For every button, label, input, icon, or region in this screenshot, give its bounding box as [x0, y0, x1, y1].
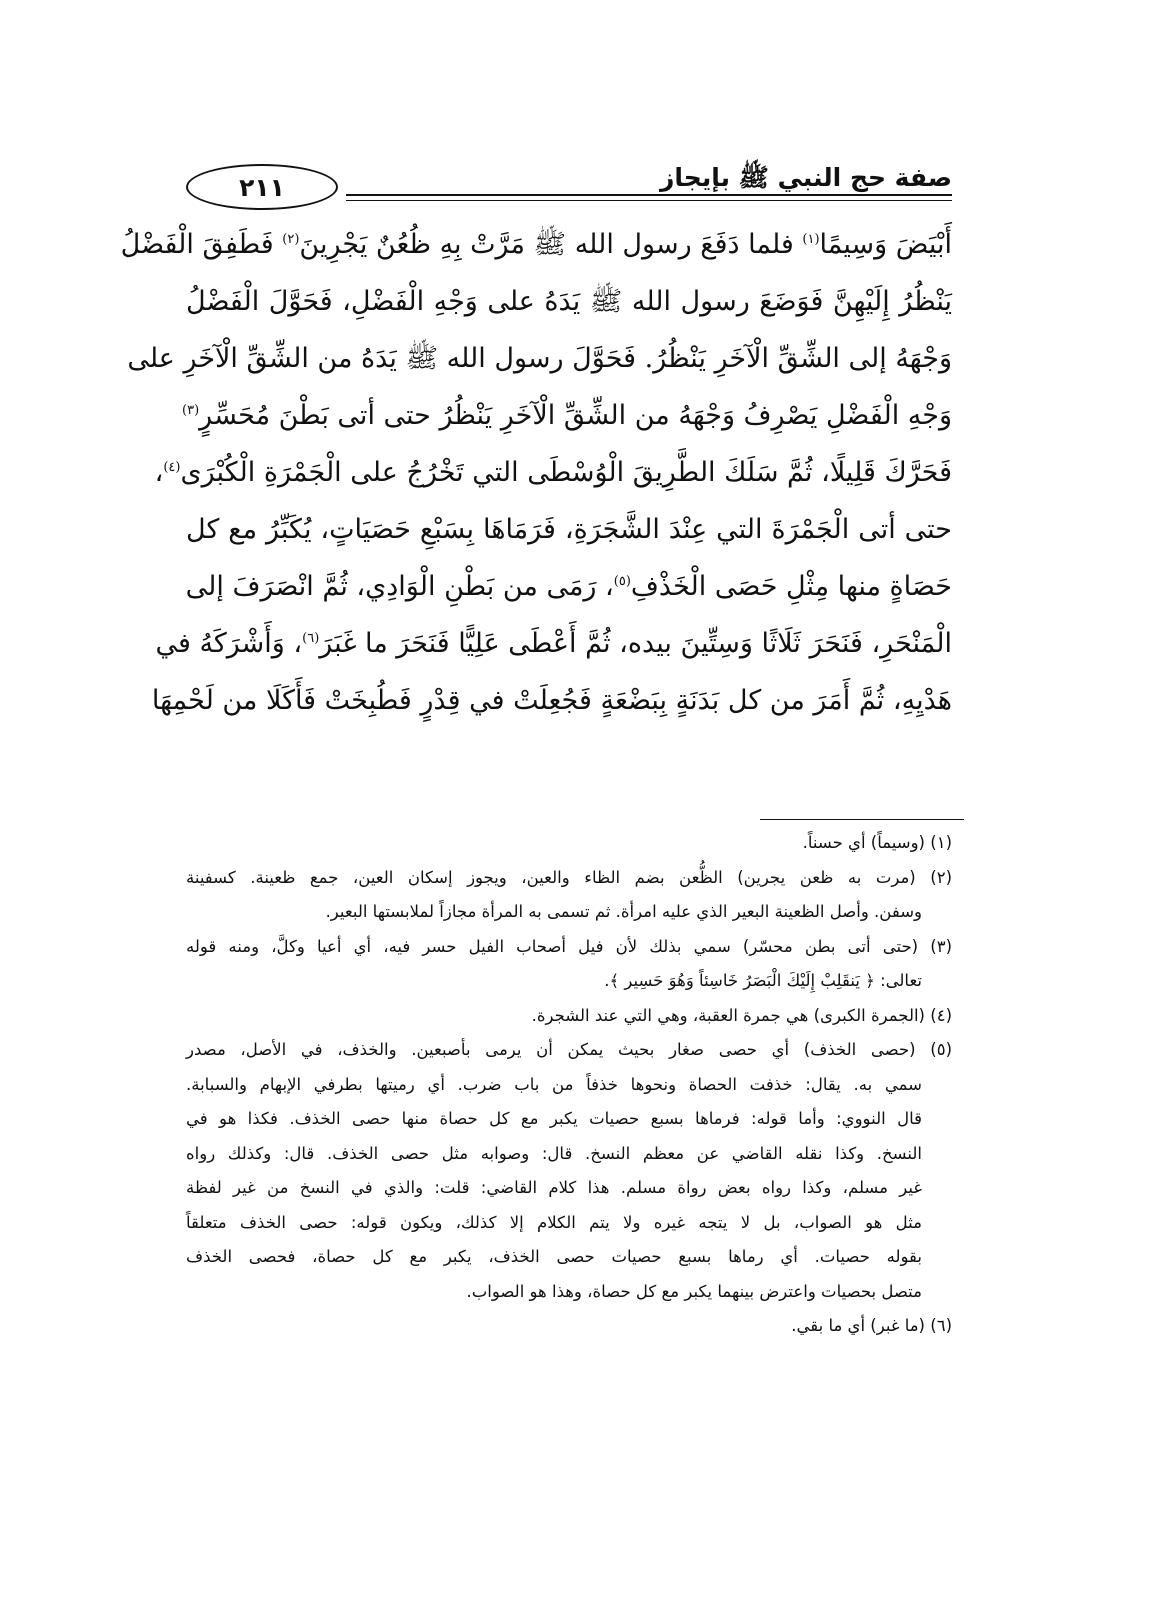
footnote-5-cont: النسخ. وكذا نقله القاضي عن معظم النسخ. قال: وصوابه مثل حصى الخذف. قال: وكذلك رواه — [186, 1143, 922, 1163]
main-text-line: الْمَنْحَرِ، فَنَحَرَ ثَلَاثًا وَسِتِّينَ بيده، ثُمَّ أَعْطَى عَلِيًّا فَنَحَرَ ما غَبَرَ$^{(٦)}$، وَأَشْرَكَهُ في — [155, 628, 952, 659]
footnote-3: (٣) (حتى أتى بطن محسّر) سمي بذلك لأن فيل أصحاب الفيل حسر فيه، أي أعيا وكلَّ، ومنه قوله — [186, 936, 952, 956]
footnote-ref: (٥) — [613, 574, 631, 589]
main-text-line: يَنْظُرُ إِلَيْهِنَّ فَوَضَعَ رسول الله ﷺ يَدَهُ على وَجْهِ الْفَضْلِ، فَحَوَّلَ الْفَضْلُ — [186, 286, 952, 317]
footnote-6: (٦) (ما غبر) أي ما بقي. — [791, 1316, 952, 1335]
page-header — [186, 158, 952, 214]
footnote-5-cont: قال النووي: وأما قوله: فرماها بسبع حصيات يكبر مع كل حصاة منها حصى الخذف. فكذا هو في — [186, 1109, 922, 1128]
main-text-line: وَجْهَهُ إلى الشِّقِّ الْآخَرِ يَنْظُرُ. فَحَوَّلَ رسول الله ﷺ يَدَهُ من الشِّقِّ الْآخَرِ على — [127, 343, 952, 374]
header-rule-thin — [346, 200, 952, 201]
page-number-oval — [186, 164, 338, 210]
footnote-4: (٤) (الجمرة الكبرى) هي جمرة العقبة، وهي التي عند الشجرة. — [531, 1005, 952, 1025]
footnote-3-cont: تعالى: ﴿ يَنقَلِبْ إِلَيْكَ الْبَصَرُ خَاسِئاً وَهُوَ حَسِير ﴾. — [604, 971, 922, 990]
main-text-line: وَجْهِ الْفَضْلِ يَصْرِفُ وَجْهَهُ من الشِّقِّ الْآخَرِ يَنْظُرُ حتى أتى بَطْنَ مُحَسِّرٍ$^{(٣)}$ — [182, 400, 952, 431]
footnote-ref: (٤) — [163, 460, 181, 475]
footnote-5: (٥) (حصى الخذف) أي حصى صغار بحيث يمكن أن يرمى بأصبعين. والخذف، في الأصل، مصدر — [186, 1040, 952, 1059]
footnote-5-cont: غير مسلم، وكذا رواه بعض رواة مسلم. هذا كلام القاضي: قلت: والذي في النسخ من غير لفظة — [186, 1178, 922, 1197]
footnotes — [186, 826, 952, 1344]
main-text-line: حتى أتى الْجَمْرَةَ التي عِنْدَ الشَّجَرَةِ، فَرَمَاهَا بِسَبْعِ حَصَيَاتٍ، يُكَبِّرُ مع كل — [186, 514, 952, 545]
footnote-5-cont: متصل بحصيات واعترض بينهما يكبر مع كل حصاة، وهذا هو الصواب. — [466, 1281, 922, 1301]
footnote-separator — [760, 819, 964, 820]
main-text-line: فَحَرَّكَ قَلِيلًا، ثُمَّ سَلَكَ الطَّرِيقَ الْوُسْطَى التي تَخْرُجُ على الْجَمْرَةِ الْكُبْرَى$^{(٤)}$، — [154, 457, 952, 488]
footnote-ref: (٦) — [302, 631, 320, 646]
main-text-line: هَدْيِهِ، ثُمَّ أَمَرَ من كل بَدَنَةٍ بِبَضْعَةٍ فَجُعِلَتْ في قِدْرٍ فَطُبِخَتْ فَأَكَلَا من لَحْمِهَا — [151, 685, 952, 716]
footnote-ref: (٣) — [182, 403, 200, 418]
footnote-2: (٢) (مرت به ظعن يجرين) الظُّعن بضم الظاء والعين، ويجوز إسكان العين، جمع ظعينة. كسفينة — [186, 867, 952, 887]
main-text-line: أَبْيَضَ وَسِيمًا$^{(١)}$ فلما دَفَعَ رسول الله ﷺ مَرَّتْ بِهِ ظُعُنٌ يَجْرِينَ$^{(٢)}$ فَطَفِقَ الْفَضْلُ — [120, 229, 952, 260]
main-text — [120, 216, 952, 729]
page-number: ٢١١ — [239, 172, 285, 202]
main-text-line: حَصَاةٍ منها مِثْلِ حَصَى الْخَذْفِ$^{(٥)}$، رَمَى من بَطْنِ الْوَادِي، ثُمَّ انْصَرَفَ إلى — [185, 571, 952, 602]
footnote-1: (١) (وسيماً) أي حسناً. — [802, 833, 952, 852]
header-rule — [346, 194, 952, 196]
footnote-2-cont: وسفن. وأصل الظعينة البعير الذي عليه امرأة. ثم تسمى به المرأة مجازاً لملابستها البعير. — [325, 902, 922, 921]
footnote-ref: (١) — [802, 232, 820, 247]
footnote-5-cont: بقوله حصيات. أي رماها بسبع حصيات حصى الخذف، يكبر مع كل حصاة، فحصى الخذف — [186, 1247, 922, 1266]
footnote-ref: (٢) — [282, 232, 300, 247]
footnote-5-cont: سمي به. يقال: خذفت الحصاة ونحوها خذفاً من باب ضرب. أي رميتها بطرفي الإبهام والسبابة. — [186, 1074, 922, 1094]
running-title: صفة حج النبي ﷺ بإيجاز — [660, 163, 952, 192]
footnote-5-cont: مثل هو الصواب، بل لا يتجه غيره ولا يتم الكلام إلا كذلك، ويكون قوله: حصى الخذف متعلقاً — [186, 1212, 922, 1232]
